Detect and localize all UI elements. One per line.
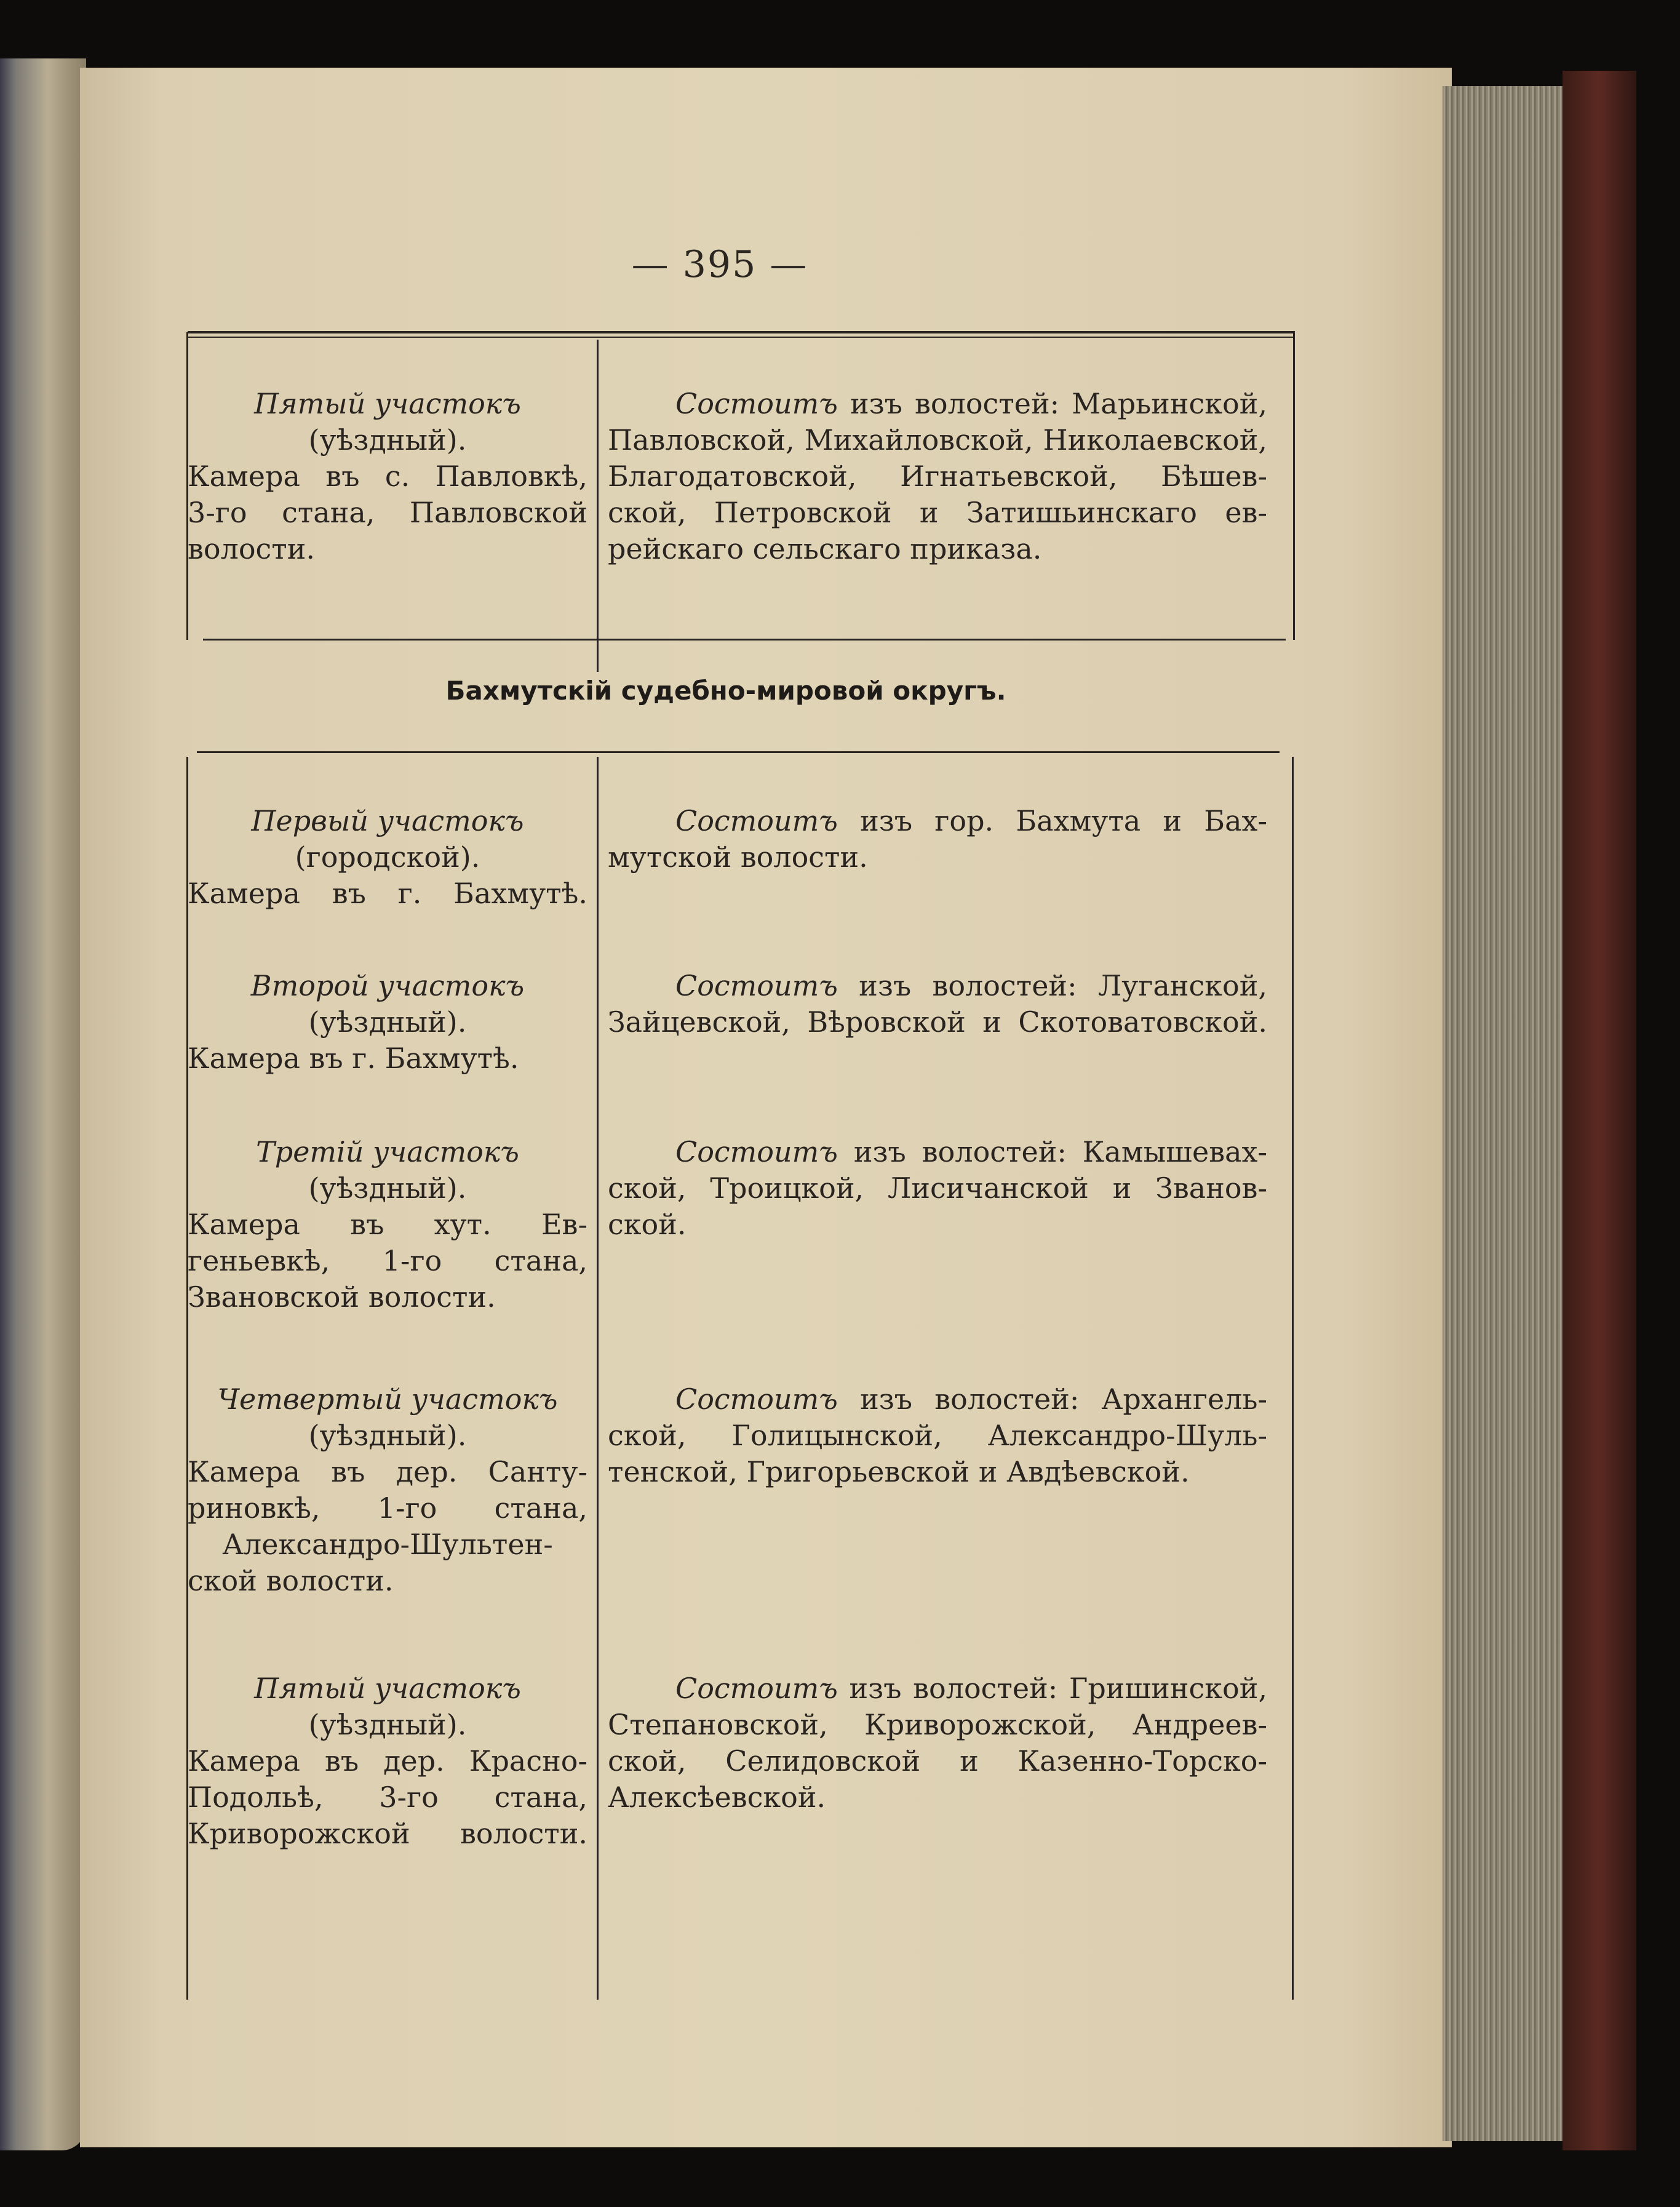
section-3-left — [188, 1134, 587, 1315]
camera-line: Камера въ г. Бахмутѣ. — [188, 877, 587, 910]
section-type: (уѣздный). — [308, 1419, 467, 1452]
camera-line: Камера въ дер. Красно- — [188, 1744, 587, 1778]
desc-line: рейскаго сельскаго приказа. — [608, 532, 1042, 565]
camera-line: Криворожской волости. — [188, 1817, 587, 1850]
desc-line: ской, Голицынской, Александро-Шуль- — [608, 1419, 1267, 1452]
section-1-right — [608, 803, 1267, 876]
section-type: (уѣздный). — [308, 1171, 467, 1205]
desc-text: изъ волостей: Луганской, — [859, 969, 1267, 1002]
desc-line — [608, 1381, 1267, 1418]
desc-line: ской. — [608, 1208, 687, 1241]
desc-lead: Состоитъ — [675, 1383, 838, 1416]
desc-line — [608, 386, 1267, 422]
desc-line: ской, Петровской и Затишьинскаго ев- — [608, 496, 1267, 529]
desc-text: изъ волостей: Архангель- — [860, 1383, 1267, 1416]
camera-line: Камера въ хут. Ев- — [188, 1208, 587, 1241]
desc-line: Зайцевской, Вѣровской и Скотоватовской. — [608, 1005, 1267, 1039]
desc-line: ской, Селидовской и Казенно-Торско- — [608, 1744, 1267, 1778]
desc-text: изъ волостей: Марьинской, — [850, 387, 1267, 420]
section-4-left — [188, 1381, 587, 1599]
section-1-left — [188, 803, 587, 912]
section-divider — [203, 639, 1286, 641]
section-2-right — [608, 968, 1267, 1040]
page-number: — 395 — — [631, 243, 808, 286]
page-block-edge — [1443, 86, 1572, 2141]
camera-line: 3-го стана, Павловской — [188, 496, 587, 529]
camera-line: ской волости. — [188, 1564, 394, 1597]
camera-line: волости. — [188, 532, 315, 565]
camera-line: Камера въ с. Павловкѣ, — [188, 460, 587, 493]
desc-lead: Состоитъ — [675, 387, 838, 420]
desc-text: изъ волостей: Камышевах- — [853, 1135, 1267, 1168]
desc-lead: Состоитъ — [675, 1672, 838, 1705]
desc-line: Павловской, Михайловской, Николаевской, — [608, 423, 1267, 457]
desc-text: изъ волостей: Гришинской, — [849, 1672, 1267, 1705]
desc-line — [608, 968, 1267, 1004]
column-divider-bottom — [597, 757, 599, 2000]
section-title: Первый участокъ — [251, 804, 524, 837]
desc-line — [608, 1134, 1267, 1170]
desc-line: ской, Троицкой, Лисичанской и Званов- — [608, 1171, 1267, 1205]
section-5-right — [608, 1670, 1267, 1816]
camera-line: Камера въ дер. Санту- — [188, 1455, 587, 1488]
camera-line: Подольѣ, 3-го стана, — [188, 1781, 587, 1814]
desc-line: Благодатовской, Игнатьевской, Бѣшев- — [608, 460, 1267, 493]
section-type: (уѣздный). — [308, 1005, 467, 1039]
camera-line: Александро-Шультен- — [222, 1528, 553, 1561]
desc-line: Алексѣевской. — [608, 1781, 826, 1814]
top-section-right — [608, 386, 1267, 567]
heading-divider — [197, 751, 1280, 753]
section-4-right — [608, 1381, 1267, 1490]
table-right-border-bottom — [1292, 757, 1294, 2000]
desc-line — [608, 803, 1267, 839]
section-type: (городской). — [295, 840, 480, 874]
section-3-right — [608, 1134, 1267, 1243]
camera-line: Камера въ г. Бахмутѣ. — [188, 1042, 519, 1075]
desc-line — [608, 1670, 1267, 1707]
section-type: (уѣздный). — [308, 1708, 467, 1741]
camera-line: Звановской волости. — [188, 1280, 496, 1314]
book-cover — [1563, 71, 1636, 2150]
table-right-border-top — [1293, 332, 1295, 640]
section-2-left — [188, 968, 587, 1077]
section-title: Третій участокъ — [256, 1135, 519, 1168]
top-section-left — [188, 386, 587, 567]
district-heading: Бахмутскій судебно-мировой округъ. — [445, 676, 1006, 706]
camera-line: геньевкѣ, 1-го стана, — [188, 1244, 587, 1277]
section-title: Второй участокъ — [250, 969, 525, 1002]
table-top-rule — [188, 331, 1295, 333]
left-page-edge — [0, 58, 86, 2150]
desc-lead: Состоитъ — [675, 969, 838, 1002]
desc-lead: Состоитъ — [675, 1135, 838, 1168]
desc-line: тенской, Григорьевской и Авдѣевской. — [608, 1455, 1190, 1488]
column-divider-top — [597, 340, 599, 672]
desc-line: мутской волости. — [608, 840, 868, 874]
desc-line: Степановской, Криворожской, Андреев- — [608, 1708, 1267, 1741]
section-title: Пятый участокъ — [254, 387, 521, 420]
section-type: (уѣздный). — [308, 423, 467, 457]
desc-text: изъ гор. Бахмута и Бах- — [860, 804, 1267, 837]
camera-line: риновкѣ, 1-го стана, — [188, 1491, 587, 1525]
section-title: Четвертый участокъ — [217, 1383, 558, 1416]
section-5-left — [188, 1670, 587, 1852]
section-title: Пятый участокъ — [254, 1672, 521, 1705]
desc-lead: Состоитъ — [675, 804, 838, 837]
table-top-rule-thin — [188, 337, 1295, 338]
